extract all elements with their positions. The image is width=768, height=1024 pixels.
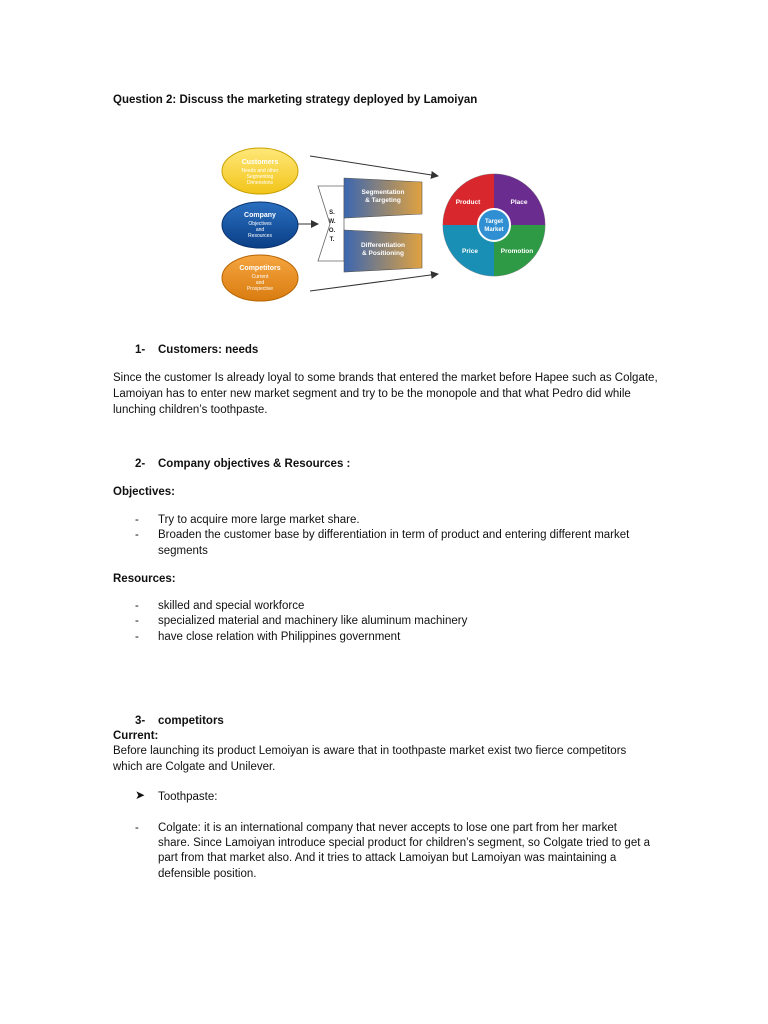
section-2-heading: Company objectives & Resources :: [158, 458, 351, 470]
company-heading: Company: [244, 212, 276, 219]
company-line-2: and: [255, 227, 265, 233]
resource-3-text: have close relation with Philippines government: [158, 631, 401, 643]
competitors-line-1: Current: [251, 274, 269, 280]
segmentation-line-1: Segmentation: [361, 189, 405, 196]
wheel-place-label: Place: [510, 199, 528, 206]
swot-w: W.: [328, 219, 336, 225]
section-3-heading: competitors: [158, 715, 224, 727]
customers-line-2: Segmenting: [246, 174, 274, 180]
company-ellipse: [222, 202, 298, 248]
section-1-heading: Customers: needs: [158, 344, 259, 356]
differentiation-line-2: & Positioning: [362, 250, 404, 257]
wheel-center-line-1: Target: [485, 219, 503, 225]
customers-line-1: Needs and other: [241, 168, 279, 174]
colgate-line-4: defensible position.: [158, 868, 257, 880]
differentiation-box: [344, 230, 422, 272]
segmentation-line-2: & Targeting: [365, 197, 401, 204]
section-2-number: 2-: [135, 458, 146, 470]
resource-2-text: specialized material and machinery like aluminum machinery: [158, 615, 468, 627]
objective-2-line-1: Broaden the customer base by differentiation in term of product and entering different market: [158, 529, 630, 541]
section-3-line-1: Before launching its product Lemoiyan is aware that in toothpaste market exist two fierce competitors: [113, 745, 627, 757]
differentiation-line-1: Differentiation: [360, 242, 406, 249]
page-title: Question 2: Discuss the marketing strategy deployed by Lamoiyan: [113, 94, 478, 106]
colgate-line-2: share. Since Lamoiyan introduce special product for children’s segment, so Colgate tried to get a: [158, 837, 651, 849]
customers-ellipse: [222, 148, 298, 194]
wheel-product-label: Product: [455, 199, 481, 206]
wheel-price-label: Price: [462, 248, 478, 255]
competitors-line-2: and: [255, 280, 265, 286]
segmentation-box: [344, 178, 422, 218]
arrow-customers: [310, 156, 438, 176]
competitors-heading: Competitors: [239, 265, 281, 272]
resource-2-dash: -: [135, 615, 139, 627]
colgate-line-3: part from that market also. And it tries to attack Lamoiyan but Lamoiyan was maintaining a: [158, 852, 617, 864]
section-1-number: 1-: [135, 344, 146, 356]
section-1-line-2: Lamoiyan has to enter new market segment and try to be the monopole and that what Pedro did while: [113, 388, 631, 400]
marketing-strategy-diagram: [210, 136, 550, 306]
objective-1-text: Try to acquire more large market share.: [158, 514, 360, 526]
objective-1-dash: -: [135, 514, 139, 526]
section-3-line-2: which are Colgate and Unilever.: [113, 761, 276, 773]
company-line-3: Resources: [248, 233, 272, 239]
toothpaste-label: Toothpaste:: [158, 791, 218, 803]
resource-1-dash: -: [135, 600, 139, 612]
resource-1-text: skilled and special workforce: [158, 600, 305, 612]
section-3-number: 3-: [135, 715, 146, 727]
section-1-line-1: Since the customer Is already loyal to some brands that entered the market before Hapee such as Colgate,: [113, 372, 658, 384]
colgate-line-1: Colgate: it is an international company that never accepts to lose one part from her market: [158, 822, 617, 834]
company-line-1: Objectives: [248, 221, 272, 227]
wheel-center-line-2: Market: [484, 227, 504, 233]
swot-s: S.: [329, 210, 335, 216]
arrow-competitors: [310, 274, 438, 291]
competitors-ellipse: [222, 255, 298, 301]
resources-label: Resources:: [113, 573, 176, 585]
customers-line-3: Dimensions: [246, 180, 274, 186]
resource-3-dash: -: [135, 631, 139, 643]
objective-2-line-2: segments: [158, 545, 208, 557]
marketing-mix-wheel: [443, 174, 545, 276]
colgate-dash: -: [135, 822, 139, 834]
competitors-line-3: Prospective: [246, 286, 274, 292]
customers-heading: Customers: [241, 159, 279, 166]
wheel-center: [478, 209, 510, 241]
wheel-promotion-label: Promotion: [500, 248, 534, 255]
objectives-label: Objectives:: [113, 486, 175, 498]
objective-2-dash: -: [135, 529, 139, 541]
section-1-line-3: lunching children’s toothpaste.: [113, 404, 268, 416]
current-label: Current:: [113, 730, 159, 742]
arrow-bullet-icon: ➤: [135, 788, 146, 802]
swot-t: T.: [329, 237, 335, 243]
swot-o: O.: [328, 228, 336, 234]
